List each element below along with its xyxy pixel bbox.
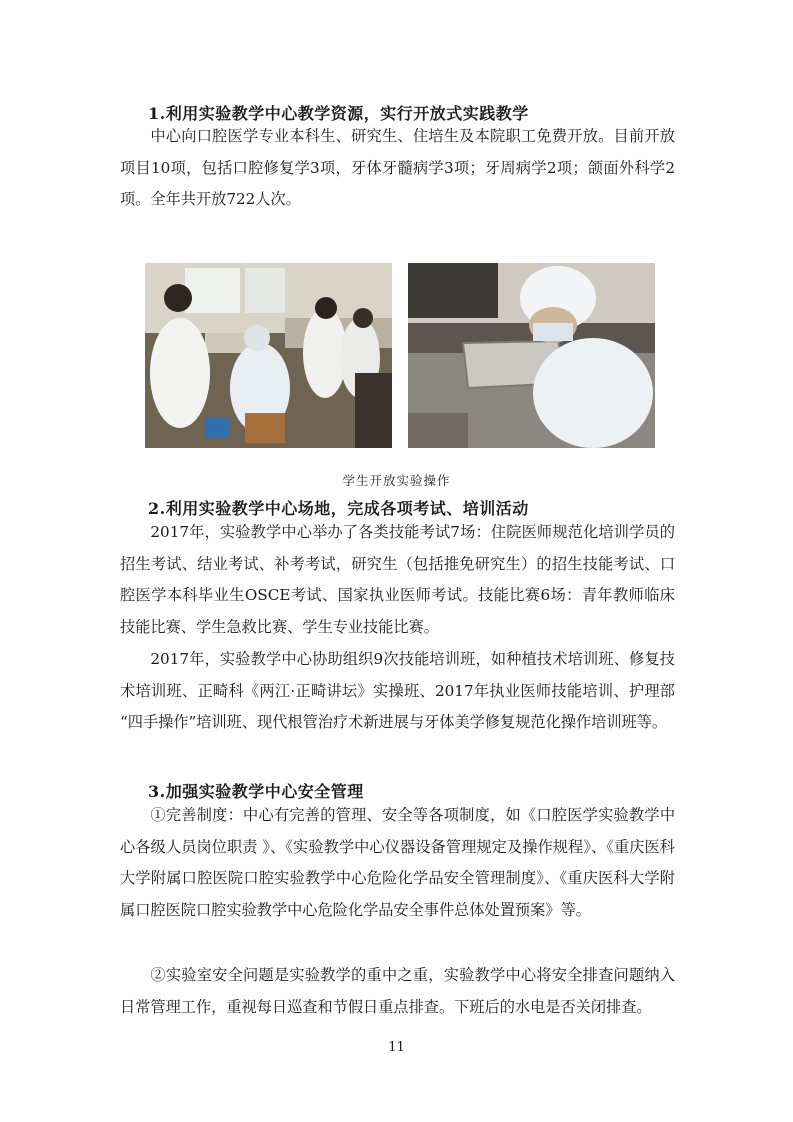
section3-paragraph-2: ②实验室安全问题是实验教学的重中之重，实验教学中心将安全排查问题纳入日常管理工作，重视每日巡查和节假日重点排查。下班后的水电是否关闭排查。 [120, 966, 675, 1016]
lab-photo-left [145, 263, 392, 448]
section2-heading: 2.利用实验教学中心场地，完成各项考试、培训活动 [148, 499, 529, 518]
section3-heading: 3.加强实验教学中心安全管理 [148, 782, 364, 801]
section2-paragraph-1: 2017年，实验教学中心举办了各类技能考试7场：住院医师规范化培训学员的招生考试、结业考试、补考考试，研究生（包括推免研究生）的招生技能考试、口腔医学本科毕业生OSCE考试、国家执业医师考试。技能比赛6场：青年教师临床技能比赛、学生急救比赛、学生专业技能比赛。 [120, 523, 675, 636]
page-number: 11 [388, 1040, 405, 1055]
section2-paragraph-2: 2017年，实验教学中心协助组织9次技能培训班，如种植技术培训班、修复技术培训班、正畸科《两江·正畸讲坛》实操班、2017年执业医师技能培训、护理部 “四手操作”培训班、现代根管治疗术新进展与牙体美学修复规范化操作培训班等。 [120, 650, 675, 731]
lab-photo-right [408, 263, 655, 448]
figure-caption: 学生开放实验操作 [342, 473, 451, 488]
section1-paragraph: 中心向口腔医学专业本科生、研究生、住培生及本院职工免费开放。目前开放项目10项，包括口腔修复学3项，牙体牙髓病学3项；牙周病学2项；颌面外科学2项。全年共开放722人次。 [120, 127, 675, 208]
section1-heading: 1.利用实验教学中心教学资源，实行开放式实践教学 [148, 104, 529, 123]
section3-paragraph-1: ①完善制度：中心有完善的管理、安全等各项制度，如《口腔医学实验教学中心各级人员岗位职责 》、《实验教学中心仪器设备管理规定及操作规程》、《重庆医科大学附属口腔医院口腔实验教学中心危险化学品安全管理制度》、《重庆医科大学附属口腔医院口腔实验教学中心危险化学品安全事件总体处置预案》等。 [120, 806, 675, 919]
